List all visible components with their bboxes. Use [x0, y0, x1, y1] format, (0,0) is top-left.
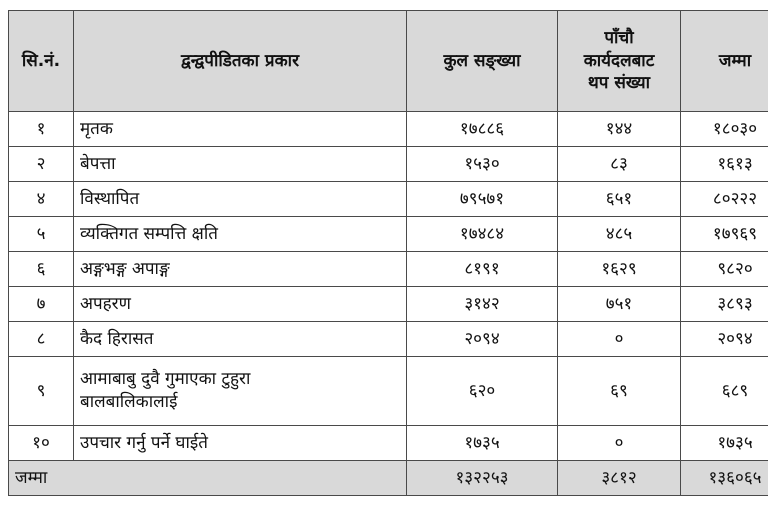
cell-total: १७९६९ — [681, 217, 768, 252]
header-added-line3: थप संख्या — [587, 73, 651, 94]
conflict-victims-table — [8, 10, 768, 496]
cell-added: ४८५ — [558, 217, 681, 252]
cell-added: ० — [558, 426, 681, 461]
cell-count: २०९४ — [407, 322, 558, 357]
cell-total: १६१३ — [681, 147, 768, 182]
table-row — [9, 182, 768, 217]
cell-type: उपचार गर्नु पर्ने घाईते — [74, 426, 407, 461]
header-added-line2: कार्यदलबाट — [583, 50, 655, 71]
cell-count: ७९५७१ — [407, 182, 558, 217]
header-added-line1: पाँचौ — [604, 27, 634, 48]
table-row — [9, 426, 768, 461]
cell-total: ६८९ — [681, 357, 768, 426]
cell-type: अङ्गभङ्ग अपाङ्ग — [74, 252, 407, 287]
cell-total: १७३५ — [681, 426, 768, 461]
table-row — [9, 112, 768, 147]
cell-total: १८०३० — [681, 112, 768, 147]
table-footer-row — [9, 461, 768, 496]
cell-added: ० — [558, 322, 681, 357]
cell-type: व्यक्तिगत सम्पत्ति क्षति — [74, 217, 407, 252]
cell-sn: ५ — [9, 217, 74, 252]
header-added — [558, 11, 681, 112]
cell-sn: ७ — [9, 287, 74, 322]
footer-total: १३६०६५ — [681, 461, 768, 496]
table-row — [9, 287, 768, 322]
cell-type: मृतक — [74, 112, 407, 147]
cell-sn: २ — [9, 147, 74, 182]
cell-added: ६५१ — [558, 182, 681, 217]
cell-type: अपहरण — [74, 287, 407, 322]
cell-sn: ४ — [9, 182, 74, 217]
cell-type — [74, 357, 407, 426]
cell-count: ६२० — [407, 357, 558, 426]
table-row — [9, 147, 768, 182]
cell-added: ८३ — [558, 147, 681, 182]
cell-sn: ९ — [9, 357, 74, 426]
cell-count: १७३५ — [407, 426, 558, 461]
cell-sn: ६ — [9, 252, 74, 287]
footer-added: ३८१२ — [558, 461, 681, 496]
cell-count: ८१९१ — [407, 252, 558, 287]
cell-total: ३८९३ — [681, 287, 768, 322]
cell-added: १४४ — [558, 112, 681, 147]
table-row — [9, 252, 768, 287]
header-grand-total: जम्मा — [681, 11, 768, 112]
cell-sn: ८ — [9, 322, 74, 357]
table-header-row — [9, 11, 768, 112]
header-type: द्वन्द्वपीडितका प्रकार — [74, 11, 407, 112]
cell-added: ७५१ — [558, 287, 681, 322]
cell-total: ८०२२२ — [681, 182, 768, 217]
cell-type: बेपत्ता — [74, 147, 407, 182]
cell-count: १७४८४ — [407, 217, 558, 252]
cell-sn: १ — [9, 112, 74, 147]
table-row — [9, 217, 768, 252]
victims-table-container — [8, 10, 762, 496]
cell-total: २०९४ — [681, 322, 768, 357]
cell-type-line2: बालबालिकालाई — [80, 392, 178, 412]
cell-count: १५३० — [407, 147, 558, 182]
footer-count: १३२२५३ — [407, 461, 558, 496]
cell-count: १७८८६ — [407, 112, 558, 147]
cell-type-line1: आमाबाबु दुवै गुमाएका टुहुरा — [80, 369, 251, 390]
cell-count: ३१४२ — [407, 287, 558, 322]
cell-type: विस्थापित — [74, 182, 407, 217]
cell-total: ९८२० — [681, 252, 768, 287]
cell-sn: १० — [9, 426, 74, 461]
table-row — [9, 357, 768, 426]
cell-type: कैद हिरासत — [74, 322, 407, 357]
cell-added: १६२९ — [558, 252, 681, 287]
header-sn: सि.नं. — [9, 11, 74, 112]
header-total-count: कुल सङ्ख्या — [407, 11, 558, 112]
cell-added: ६९ — [558, 357, 681, 426]
table-row — [9, 322, 768, 357]
footer-label: जम्मा — [9, 461, 407, 496]
